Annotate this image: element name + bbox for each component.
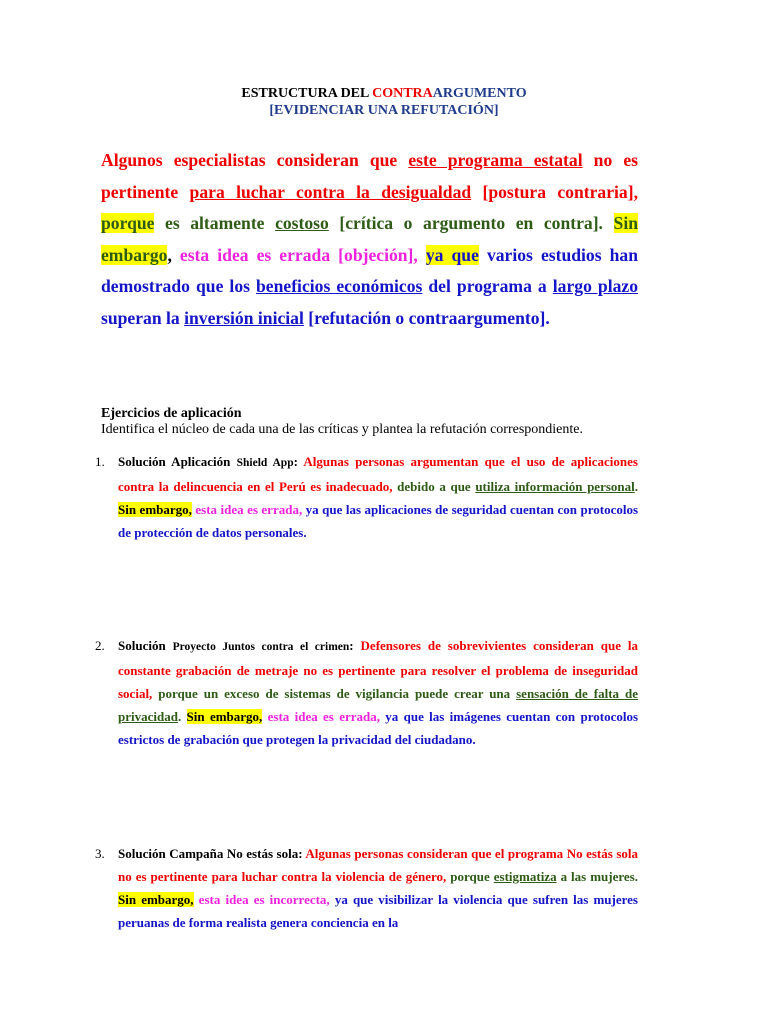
intro-s11: , (167, 244, 180, 265)
intro-s14: varios estudios han demostrado que los (101, 244, 638, 297)
item-highlight: Sin embargo, (186, 709, 263, 724)
title-part-1: ESTRUCTURA DEL (241, 86, 373, 101)
title-part-3: ARGUMENTO (432, 86, 527, 101)
intro-s13: ya que (425, 244, 479, 265)
intro-s20: [refutación o contraargumento]. (303, 307, 550, 328)
item-lead-name: Proyecto Juntos contra el crimen (172, 641, 350, 653)
document-title (0, 86, 768, 102)
intro-s7: es altamente (154, 213, 276, 234)
item-red-text: Algunas personas consideran que el programa No estás sola no es pertinente para luchar contra la violencia de género, (118, 846, 639, 884)
intro-s6: porque (101, 213, 155, 234)
item-green-underlined: sensación de falta de privacidad (118, 686, 638, 724)
exercise-item-3 (95, 842, 638, 934)
item-magenta-text: esta idea es errada, (191, 502, 303, 517)
item-magenta-text: esta idea es incorrecta, (193, 892, 330, 907)
intro-s1: Algunos especialistas consideran que (101, 150, 409, 170)
item-lead: Solución (118, 638, 173, 653)
item-number: 1. (95, 454, 105, 469)
intro-s2: este programa estatal (408, 150, 583, 170)
item-number: 2. (95, 638, 105, 653)
item-magenta-text: esta idea es errada, (262, 709, 380, 724)
item-lead: Solución Aplicación (118, 454, 237, 469)
item-green-text: debido a que (392, 479, 476, 494)
exercise-item-1 (95, 450, 638, 544)
item-green-end: . (177, 709, 187, 724)
intro-s5: [postura contraria], (471, 181, 638, 202)
item-green-text: porque un exceso de sistemas de vigilancia puede crear una (152, 686, 517, 701)
item-number: 3. (95, 846, 105, 861)
item-highlight: Sin embargo, (118, 502, 192, 517)
item-green-underlined: estigmatiza (493, 869, 557, 884)
document-subtitle: [EVIDENCIAR UNA REFUTACIÓN] (269, 103, 499, 118)
item-green-end: a las mujeres. (556, 869, 638, 884)
item-body (118, 450, 638, 544)
intro-s10: Sin embargo (101, 213, 638, 265)
item-body (118, 634, 638, 751)
exercises-title: Ejercicios de aplicación (101, 406, 242, 421)
item-highlight: Sin embargo, (118, 892, 194, 907)
intro-s3: no es pertinente (101, 150, 638, 202)
item-lead-sep: : (293, 454, 304, 469)
intro-s8: costoso (275, 213, 329, 234)
item-green-text: porque (446, 869, 494, 884)
item-red-text: Algunas personas argumentan que el uso de aplicaciones contra la delincuencia en el Perú es inadecuado, (118, 454, 638, 494)
intro-paragraph (101, 145, 638, 335)
item-body (118, 842, 638, 934)
item-lead: Solución Campaña No estás sola: (118, 846, 306, 861)
item-blue-text: ya que las imágenes cuentan con protocolos estrictos de grabación que protegen la privacidad del ciudadano. (118, 709, 639, 747)
intro-s4: para luchar contra la desigualdad (189, 181, 472, 202)
item-lead-name: Shield App (236, 457, 294, 469)
intro-s18: superan la (101, 307, 185, 328)
intro-s19: inversión inicial (184, 307, 304, 328)
item-lead-sep: : (349, 638, 361, 653)
intro-s16: del programa a (422, 276, 553, 297)
title-part-2: CONTRA (372, 86, 433, 101)
item-green-underlined: utiliza información personal (475, 479, 635, 494)
exercise-item-2 (95, 634, 638, 751)
intro-s17: largo plazo (552, 276, 638, 297)
item-green-end: . (634, 479, 638, 494)
exercises-subtitle: Identifica el núcleo de cada una de las críticas y plantea la refutación correspondiente. (101, 422, 583, 437)
item-red-text: Defensores de sobrevivientes consideran que la constante grabación de metraje no es pertinente para resolver el problema de inseguridad social, (118, 638, 638, 701)
item-blue-text: ya que las aplicaciones de seguridad cuentan con protocolos de protección de datos personales. (118, 502, 639, 540)
intro-s15: beneficios económicos (256, 276, 423, 297)
intro-s12: esta idea es errada [objeción], (179, 244, 426, 265)
intro-s9: [crítica o argumento en contra]. (328, 213, 614, 234)
item-blue-text: ya que visibilizar la violencia que sufren las mujeres peruanas de forma realista genera conciencia en la (118, 892, 638, 930)
